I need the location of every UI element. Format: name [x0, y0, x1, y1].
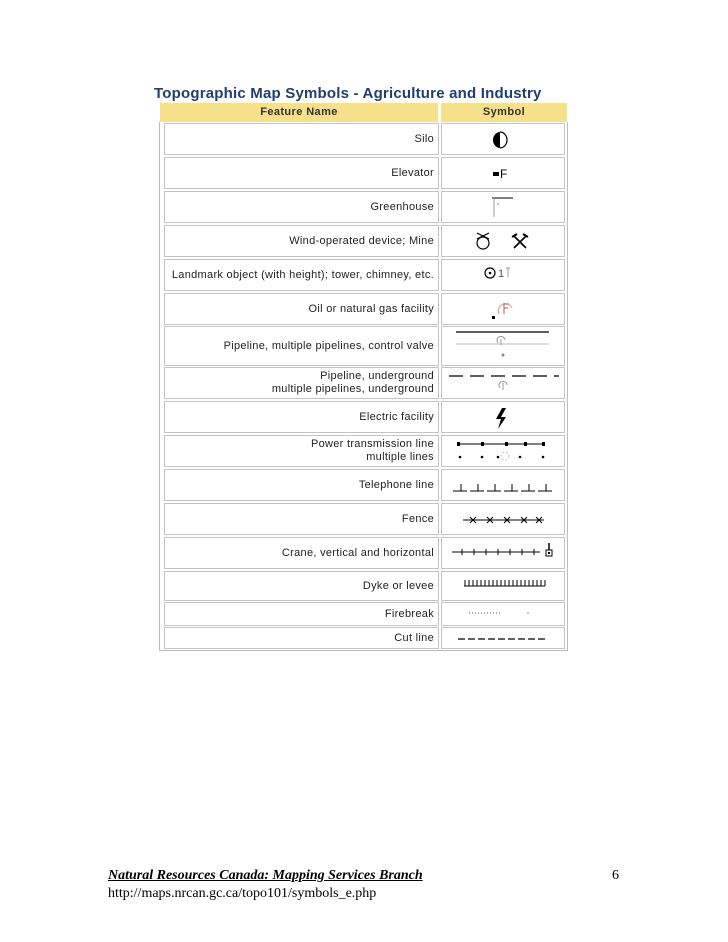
- oil-gas-facility-icon: [442, 294, 566, 326]
- row-fence-name: [164, 503, 439, 535]
- footer-url: http://maps.nrcan.gc.ca/topo101/symbols_e.php: [108, 886, 377, 901]
- row-label-secondary: multiple pipelines, underground: [271, 383, 434, 395]
- row-label: Fence: [401, 512, 434, 525]
- row-pipeline-name: [164, 326, 439, 366]
- pipeline-icon: [442, 327, 566, 367]
- header-symbol: Symbol: [441, 103, 567, 122]
- header-feature-name: Feature Name: [160, 103, 438, 122]
- power-line-icon: [442, 436, 566, 468]
- silo-icon: [442, 124, 566, 156]
- row-label: Pipeline, multiple pipelines, control valve: [223, 339, 434, 352]
- row-silo-name: [164, 123, 439, 155]
- page-number: 6: [612, 868, 619, 883]
- row-label: Landmark object (with height); tower, chimney, etc.: [171, 268, 434, 281]
- row-power-line-name: [164, 435, 439, 467]
- row-label: Pipeline, underground: [320, 370, 434, 382]
- row-oil-gas-name: [164, 293, 439, 325]
- greenhouse-icon: [442, 192, 566, 224]
- footer-source: Natural Resources Canada: Mapping Services Branch: [108, 868, 423, 883]
- row-telephone-name: [164, 469, 439, 501]
- row-landmark-symbol: [441, 259, 565, 291]
- row-silo-symbol: [441, 123, 565, 155]
- cut-line-icon: [442, 628, 566, 650]
- electric-facility-icon: [442, 402, 566, 434]
- row-electric-name: [164, 401, 439, 433]
- landmark-object-icon: [442, 260, 566, 292]
- firebreak-icon: [442, 603, 566, 627]
- row-label: Silo: [414, 132, 434, 145]
- row-label: Crane, vertical and horizontal: [281, 546, 434, 559]
- crane-icon: [442, 538, 566, 570]
- telephone-line-icon: [442, 470, 566, 502]
- fence-icon: [442, 504, 566, 536]
- row-wind-mine-symbol: [441, 225, 565, 257]
- row-underground-pipeline-name: [164, 367, 439, 399]
- row-firebreak-name: [164, 602, 439, 626]
- row-greenhouse-name: [164, 191, 439, 223]
- row-crane-name: [164, 537, 439, 569]
- row-label: Wind-operated device; Mine: [289, 234, 434, 247]
- row-cut-line-name: [164, 627, 439, 649]
- row-label: Power transmission line: [310, 438, 434, 450]
- dyke-icon: [442, 572, 566, 602]
- row-wind-mine-name: [164, 225, 439, 257]
- row-label: Oil or natural gas facility: [308, 302, 434, 315]
- row-label: Elevator: [391, 166, 434, 179]
- row-dyke-name: [164, 571, 439, 601]
- row-label: Cut line: [394, 631, 434, 644]
- wind-device-mine-icon: [442, 226, 566, 258]
- row-elevator-name: [164, 157, 439, 189]
- row-elevator-symbol: [441, 157, 565, 189]
- row-telephone-symbol: [441, 469, 565, 501]
- row-power-line-symbol: [441, 435, 565, 467]
- elevator-icon: [442, 158, 566, 190]
- row-label: Electric facility: [359, 410, 434, 423]
- landmark-label: 1: [498, 268, 505, 280]
- row-firebreak-symbol: [441, 602, 565, 626]
- page-title: Topographic Map Symbols - Agriculture and Industry: [154, 85, 542, 102]
- row-underground-pipeline-symbol: [441, 367, 565, 399]
- row-greenhouse-symbol: [441, 191, 565, 223]
- row-crane-symbol: [441, 537, 565, 569]
- row-dyke-symbol: [441, 571, 565, 601]
- row-cut-line-symbol: [441, 627, 565, 649]
- row-label: Telephone line: [358, 478, 434, 491]
- row-fence-symbol: [441, 503, 565, 535]
- row-landmark-name: [164, 259, 439, 291]
- underground-pipeline-icon: [442, 368, 566, 400]
- row-label: Firebreak: [384, 607, 434, 620]
- row-label-secondary: multiple lines: [366, 451, 434, 463]
- row-label: Greenhouse: [370, 200, 434, 213]
- row-label: Dyke or levee: [362, 579, 434, 592]
- row-pipeline-symbol: [441, 326, 565, 366]
- row-electric-symbol: [441, 401, 565, 433]
- row-oil-gas-symbol: [441, 293, 565, 325]
- elevator-letter: F: [500, 167, 508, 181]
